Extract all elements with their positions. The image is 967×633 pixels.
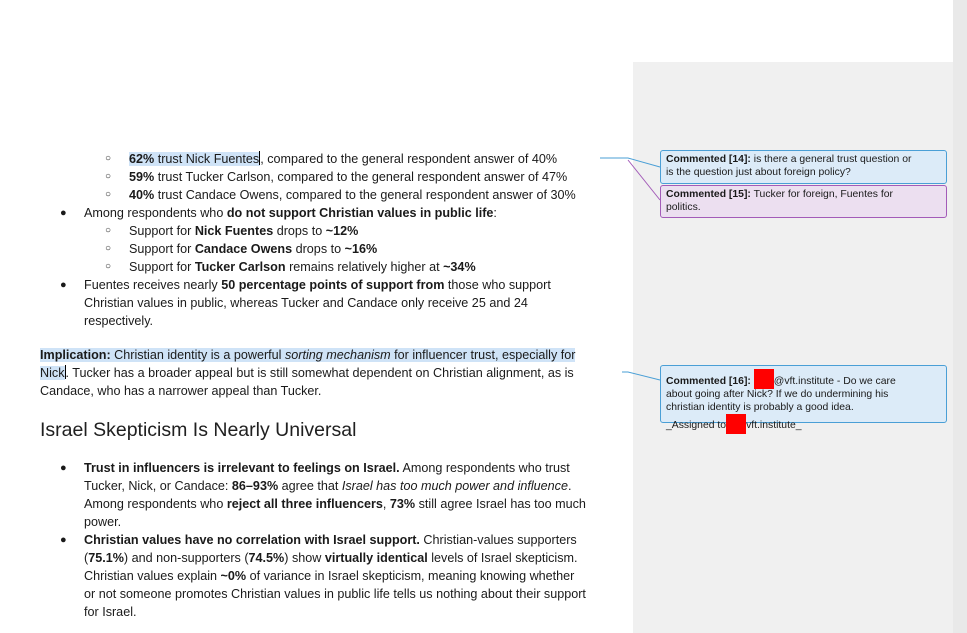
sub-bullet-text: trust Nick Fuentes [154,152,260,166]
implication-paragraph: Implication: Christian identity is a powerful sorting mechanism for influencer trust, especially for [40,348,576,362]
redaction-block [754,369,774,389]
disc-bullet-icon: ● [60,534,67,546]
comments-margin-pane [633,62,953,633]
disc-bullet-icon: ● [60,462,67,474]
comment-16[interactable]: Commented [16]: @vft.institute - Do we care about going after Nick? If we do undermining his christian identity is probably a good idea. _Assigned to vft.institute_ [660,365,947,423]
stat-59: 59% [129,170,155,184]
sub-bullet-text-rest: , compared to the general respondent answer of 40% [260,152,558,166]
comment-label: Commented [14]: [666,154,751,165]
circle-bullet-icon: ○ [105,243,112,254]
implication-label: Implication: [40,348,111,362]
vertical-scrollbar[interactable] [953,0,967,633]
redaction-block [726,414,746,434]
margin-pane-top [633,0,953,62]
disc-bullet-icon: ● [60,279,67,291]
sub-bullet-text: trust Tucker Carlson, compared to the general respondent answer of 47% [154,170,568,184]
comment-label: Commented [15]: [666,189,751,200]
circle-bullet-icon: ○ [105,261,112,272]
section-heading: Israel Skepticism Is Nearly Universal [40,419,357,441]
implication-line3: Candace, who has a narrower appeal than Tucker. [40,384,322,398]
disc-bullet-icon: ● [60,207,67,219]
stat-62: 62% [129,152,155,166]
circle-bullet-icon: ○ [105,225,112,236]
circle-bullet-icon: ○ [105,153,112,164]
comment-label: Commented [16]: [666,376,751,387]
stat-40: 40% [129,188,155,202]
circle-bullet-icon: ○ [105,171,112,182]
implication-line2: Nick. Tucker has a broader appeal but is still somewhat dependent on Christian alignment, as is [40,366,574,380]
comment-15[interactable]: Commented [15]: Tucker for foreign, Fuentes for politics. [660,185,947,218]
sub-bullet-text: trust Candace Owens, compared to the general respondent answer of 30% [154,188,576,202]
circle-bullet-icon: ○ [105,189,112,200]
comment-14[interactable]: Commented [14]: is there a general trust question or is the question just about foreign policy? [660,150,947,184]
